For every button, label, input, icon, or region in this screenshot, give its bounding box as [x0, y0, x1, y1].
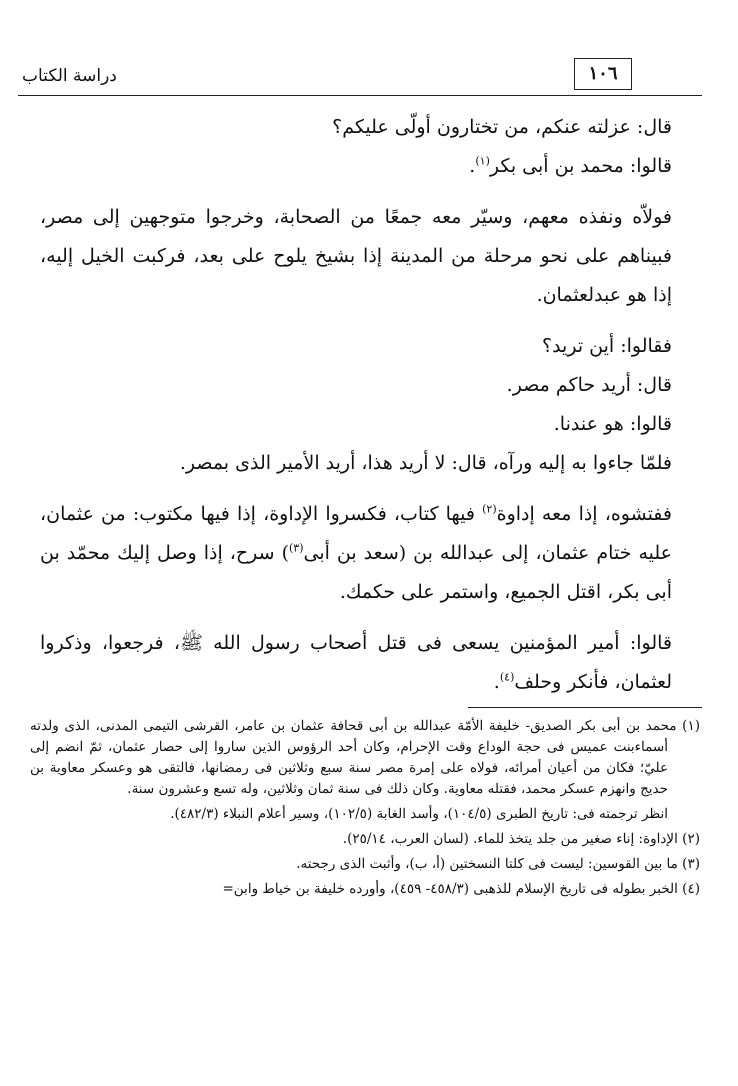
page-number-box: ١٠٦ [574, 58, 632, 90]
body-line: فقالوا: أين تريد؟ [542, 335, 672, 357]
footnote-ref: (٤) [499, 670, 515, 684]
footnote-1-source: انظر ترجمته فى: تاريخ الطبرى (١٠٤/٥)، وأسد الغابة (١٠٢/٥)، وسير أعلام النبلاء (٤٨٢/٣). [170, 806, 668, 822]
footnote-3: (٣) ما بين القوسين: ليست فى كلتا النسختين (أ، ب)، وأثبت الذى رجحته. [296, 856, 700, 872]
body-line: قال: أريد حاكم مصر. [506, 374, 672, 396]
main-text [40, 108, 700, 702]
footnote-4: (٤) الخبر بطوله فى تاريخ الإسلام للذهبى (٤٥٨/٣- ٤٥٩)، وأورده خليفة بن خياط وابن= [222, 881, 700, 897]
footnotes [30, 716, 700, 904]
body-line: قالوا: محمد بن أبى بكر$^{(١)}$. [469, 154, 672, 177]
body-line: فلمّا جاءوا به إليه ورآه، قال: لا أريد هذا، أريد الأمير الذى بمصر. [179, 452, 672, 474]
running-header-title: دراسة الكتاب [22, 66, 117, 86]
footnote-ref: (٢) [482, 502, 497, 516]
body-paragraph: قالوا: أمير المؤمنين يسعى فى قتل أصحاب رسول الله ﷺ، فرجعوا، وذكروا لعثمان، فأنكر وحلف$^{(٤)}$. [40, 632, 672, 693]
footnote-ref: (٣) [288, 541, 304, 555]
footnote-ref: (١) [475, 154, 490, 168]
body-paragraph: فولاّه ونفذه معهم، وسيّر معه جمعًا من الصحابة، وخرجوا متوجهين إلى مصر، فبيناهم على نحو مرحلة من المدينة إذا بشيخ يلوح على بعد، فركبت الخيل إليه، إذا هو عبدلعثمان. [40, 206, 672, 306]
footnote-1: (١) محمد بن أبى بكر الصديق- خليفة الأمّة عبدالله بن أبى قحافة عثمان بن عامر، القرشى التيمى المدنى، الذى ولدته أسماءبنت عميس فى حجة الوداع وقت الإحرام، وكان أحد الرؤوس الذين ساروا إلى حصار عثمان، ثمّ انضم إلى عليّ؛ فكان من أعيان أمرائه، فولاه على إمرة مصر سنة سبع وثلاثين فى رمضانها، فالتقى هو وعسكر معاوية بن حديج وانهزم عسكر محمد، فقتله معاوية. وكان ذلك فى سنة ثمان وثلاثين، وله تسع وعشرون سنة. [30, 718, 700, 797]
footnote-rule [468, 707, 702, 708]
body-line: قال: عزلته عنكم، من تختارون أولّى عليكم؟ [332, 116, 672, 138]
body-paragraph: ففتشوه، إذا معه إداوة$^{(٢)}$ فيها كتاب، فكسروا الإداوة، إذا فيها مكتوب: من عثمان، عليه ختام عثمان، إلى عبدالله بن (سعد بن أبى$^{(٣)}$) سرح، إذا وصل إليك محمّد بن أبى بكر، اقتل الجميع، واستمر على حكمك. [40, 502, 672, 603]
header-rule [18, 95, 702, 96]
footnote-2: (٢) الإداوة: إناء صغير من جلد يتخذ للماء. (لسان العرب، ٢٥/١٤). [342, 831, 700, 847]
body-line: قالوا: هو عندنا. [553, 413, 672, 435]
